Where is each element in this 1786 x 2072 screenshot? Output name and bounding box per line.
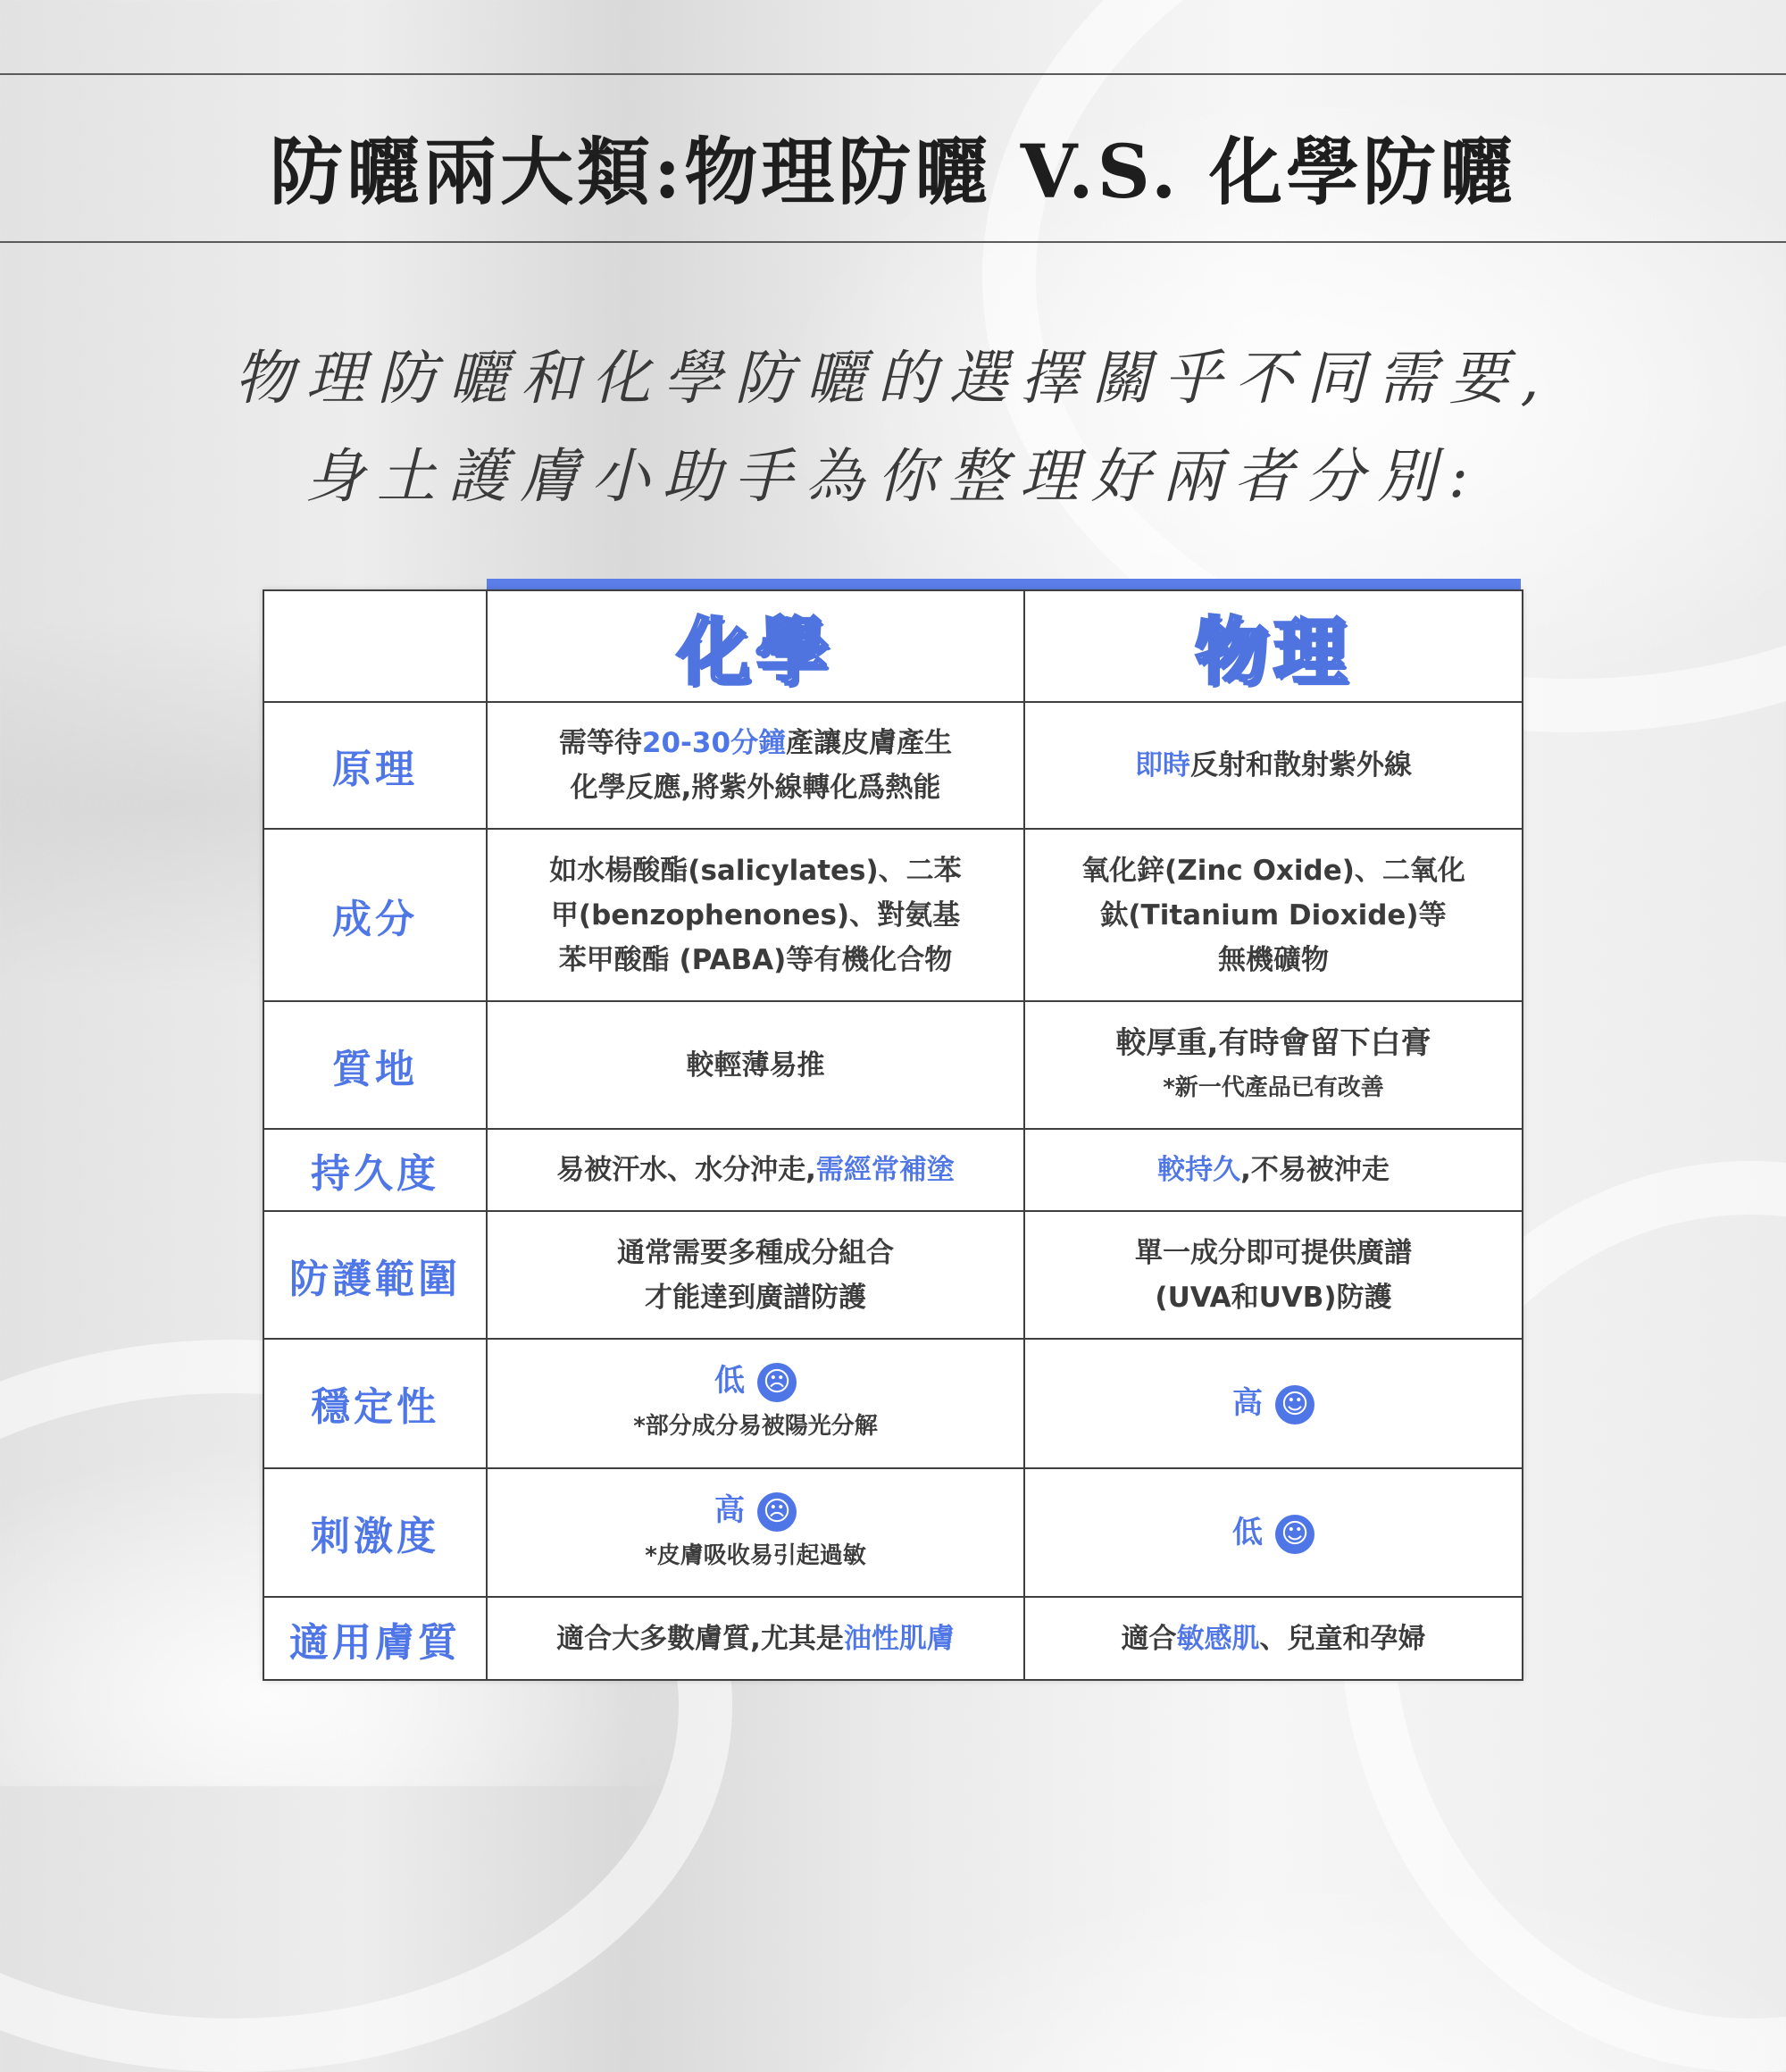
row-label-skin-type: 適用膚質 [263, 1597, 487, 1680]
text: 反射和散射紫外線 [1190, 748, 1412, 781]
cell-coverage-physical [1024, 1211, 1523, 1339]
cell-stability-physical [1024, 1339, 1523, 1468]
text: 通常需要多種成分組合 [617, 1236, 894, 1269]
cell-skin-type-chemical [487, 1597, 1024, 1680]
cell-skin-type-physical [1024, 1597, 1523, 1680]
table-row [263, 1468, 1523, 1598]
note-text: *部分成分易被陽光分解 [633, 1412, 878, 1440]
text: 單一成分即可提供廣譜 [1135, 1236, 1412, 1269]
level-text: 低 [714, 1362, 745, 1399]
row-label-principle: 原理 [263, 702, 487, 830]
cell-texture-physical [1024, 1001, 1523, 1129]
text: 苯甲酸酯 (PABA)等有機化合物 [558, 943, 953, 976]
highlight-text: 20-30分鐘 [641, 726, 787, 759]
title-bottom-rule [0, 241, 1786, 243]
text: 需等待 [558, 726, 642, 759]
level-text: 高 [1232, 1384, 1263, 1421]
top-rule [0, 73, 1786, 75]
highlight-text: 油性肌膚 [843, 1622, 955, 1655]
cell-principle-physical [1024, 702, 1523, 830]
table-row [263, 1339, 1523, 1468]
subtitle-line-1: 物理防曬和化學防曬的選擇關乎不同需要, [234, 344, 1552, 413]
subtitle-line-2: 身土護膚小助手為你整理好兩者分別: [305, 442, 1481, 511]
row-label-irritation: 刺激度 [263, 1468, 487, 1598]
header-physical-label: 物理 [1194, 608, 1352, 695]
row-label-ingredients: 成分 [263, 829, 487, 1001]
text: (UVA和UVB)防護 [1155, 1281, 1392, 1314]
header-empty-cell [263, 590, 487, 702]
text: 化學反應,將紫外線轉化爲熱能 [570, 771, 941, 804]
level-text: 低 [1232, 1514, 1263, 1550]
text: ,不易被沖走 [1240, 1154, 1390, 1187]
page-title: 防曬兩大類:物理防曬 V.S. 化學防曬 [269, 130, 1517, 215]
cell-texture-chemical: 較輕薄易推 [487, 1001, 1024, 1129]
header-chemical-label: 化學 [676, 608, 834, 695]
text: 無機礦物 [1218, 943, 1329, 976]
note-text: *皮膚吸收易引起過敏 [645, 1541, 866, 1569]
sad-face-icon: ☹ [757, 1363, 797, 1402]
level-text: 高 [714, 1491, 745, 1528]
comparison-table [263, 589, 1523, 1681]
text: 氧化鋅(Zinc Oxide)、二氧化 [1081, 854, 1465, 887]
note-text: *新一代產品已有改善 [1163, 1074, 1384, 1101]
sad-face-icon: ☹ [757, 1492, 797, 1532]
table-row [263, 702, 1523, 830]
cell-principle-chemical [487, 702, 1024, 830]
row-label-texture: 質地 [263, 1001, 487, 1129]
text: 易被汗水、水分沖走, [556, 1154, 816, 1187]
text: 、兒童和孕婦 [1259, 1622, 1426, 1655]
table-row [263, 1211, 1523, 1339]
text: 適合 [1121, 1622, 1177, 1655]
text: 鈦(Titanium Dioxide)等 [1100, 898, 1447, 932]
cell-irritation-chemical [487, 1468, 1024, 1598]
table-row [263, 1597, 1523, 1680]
header-physical [1024, 590, 1523, 702]
cell-irritation-physical [1024, 1468, 1523, 1598]
row-label-durability: 持久度 [263, 1129, 487, 1211]
text: 較厚重,有時會留下白膏 [1115, 1024, 1431, 1061]
text: 產讓皮膚產生 [786, 726, 953, 759]
smile-face-icon: ☺ [1275, 1515, 1314, 1554]
smile-face-icon: ☺ [1275, 1385, 1314, 1424]
table-row [263, 1129, 1523, 1211]
row-label-coverage: 防護範圍 [263, 1211, 487, 1339]
cell-ingredients-chemical [487, 829, 1024, 1001]
header-chemical [487, 590, 1024, 702]
cell-coverage-chemical [487, 1211, 1024, 1339]
text: 才能達到廣譜防護 [645, 1281, 866, 1314]
cell-durability-chemical [487, 1129, 1024, 1211]
text: 甲(benzophenones)、對氨基 [550, 898, 961, 932]
table-row [263, 1001, 1523, 1129]
cell-durability-physical [1024, 1129, 1523, 1211]
cell-ingredients-physical [1024, 829, 1523, 1001]
text: 適合大多數膚質,尤其是 [556, 1622, 844, 1655]
highlight-text: 敏感肌 [1176, 1622, 1260, 1655]
text: 如水楊酸酯(salicylates)、二苯 [549, 854, 962, 887]
highlight-text: 即時 [1135, 748, 1190, 781]
table-row [263, 829, 1523, 1001]
cell-stability-chemical [487, 1339, 1024, 1468]
row-label-stability: 穩定性 [263, 1339, 487, 1468]
highlight-text: 較持久 [1157, 1154, 1241, 1187]
highlight-text: 需經常補塗 [815, 1154, 955, 1187]
table-header-row [263, 590, 1523, 702]
